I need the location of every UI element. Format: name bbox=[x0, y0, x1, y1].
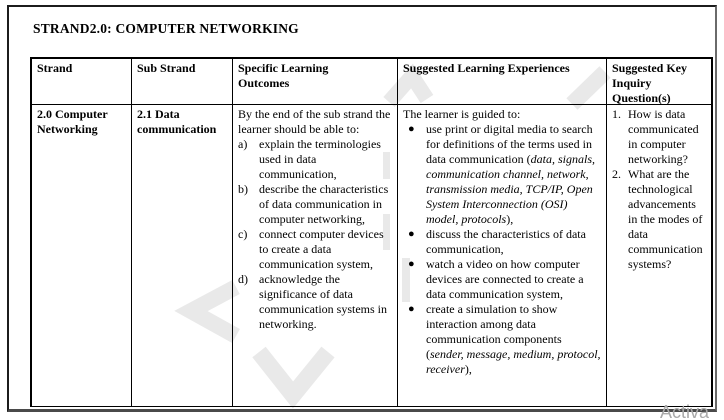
inquiry-question bbox=[612, 167, 706, 272]
experience-bullet bbox=[403, 257, 601, 302]
header-sub-strand: Sub Strand bbox=[132, 59, 233, 104]
experience-bullet bbox=[403, 227, 601, 257]
cell-suggested-learning-experiences bbox=[398, 105, 607, 406]
outcome-text: acknowledge the significance of data communication systems in networking. bbox=[259, 272, 387, 331]
windows-activation-text: Activa bbox=[660, 402, 710, 420]
cell-specific-learning-outcomes bbox=[233, 105, 398, 406]
header-specific-learning-outcomes bbox=[233, 59, 398, 104]
question-number: 1. bbox=[612, 107, 621, 121]
experience-text-italic: data, signals, communication channel, network, transmission media, TCP/IP, Open System Interconnection (OSI) model, protocols bbox=[426, 152, 595, 226]
question-text: What are the technological advancements in the modes of data communication systems? bbox=[628, 167, 703, 271]
experience-text-pre: watch a video on how computer devices are connected to create a data communication system, bbox=[426, 257, 584, 301]
experience-text-pre: discuss the characteristics of data communication, bbox=[426, 227, 586, 256]
page-title: STRAND2.0: COMPUTER NETWORKING bbox=[33, 21, 299, 36]
outcome-item bbox=[238, 137, 392, 182]
question-text: How is data communicated in computer networking? bbox=[628, 107, 699, 166]
header-strand: Strand bbox=[32, 59, 132, 104]
cell-strand: 2.0 Computer Networking bbox=[32, 105, 132, 406]
experience-bullet bbox=[403, 122, 601, 227]
outcome-text: connect computer devices to create a data communication system, bbox=[259, 227, 384, 271]
outcome-label: a) bbox=[238, 137, 248, 151]
outcome-label: b) bbox=[238, 182, 248, 196]
outcome-label: c) bbox=[238, 227, 248, 241]
experience-bullet bbox=[403, 302, 601, 377]
experience-text-pre: create a simulation to show interaction among data communication components ( bbox=[426, 302, 562, 361]
experience-text bbox=[426, 257, 601, 302]
experience-text bbox=[426, 302, 601, 377]
outcome-text: explain the terminologies used in data communication, bbox=[259, 137, 381, 181]
outcome-label: d) bbox=[238, 272, 248, 286]
outcome-item bbox=[238, 272, 392, 332]
experience-text bbox=[426, 122, 601, 227]
bullet-icon: ● bbox=[408, 228, 415, 240]
inquiry-question bbox=[612, 107, 706, 167]
table-header-row bbox=[32, 59, 711, 105]
header-specific-learning-outcomes-label: Specific Learning Outcomes bbox=[238, 61, 329, 90]
header-suggested-key-inquiry-questions: Suggested Key Inquiry Question(s) bbox=[612, 61, 687, 104]
outcome-item bbox=[238, 227, 392, 272]
question-number: 2. bbox=[612, 167, 621, 181]
curriculum-table bbox=[30, 57, 713, 407]
table-body-row bbox=[32, 105, 711, 406]
experience-text-post: ), bbox=[506, 212, 514, 226]
bullet-icon: ● bbox=[408, 123, 415, 135]
bullet-icon: ● bbox=[408, 258, 415, 270]
experience-text bbox=[426, 227, 601, 257]
outcomes-intro: By the end of the sub strand the learner should be able to: bbox=[238, 107, 391, 136]
outcome-item bbox=[238, 182, 392, 227]
outcome-text: describe the characteristics of data communication in computer networking, bbox=[259, 182, 389, 226]
experiences-intro: The learner is guided to: bbox=[403, 107, 521, 121]
experience-text-post: ), bbox=[464, 362, 472, 376]
header-suggested-learning-experiences: Suggested Learning Experiences bbox=[398, 59, 607, 104]
cell-suggested-key-inquiry-questions bbox=[607, 105, 711, 406]
bullet-icon: ● bbox=[408, 303, 415, 315]
cell-sub-strand: 2.1 Data communication bbox=[132, 105, 233, 406]
experience-text-italic: sender, message, medium, protocol, receiver bbox=[426, 347, 601, 376]
experience-text-pre: use print or digital media to search for definitions of the terms used in data communication ( bbox=[426, 122, 593, 166]
